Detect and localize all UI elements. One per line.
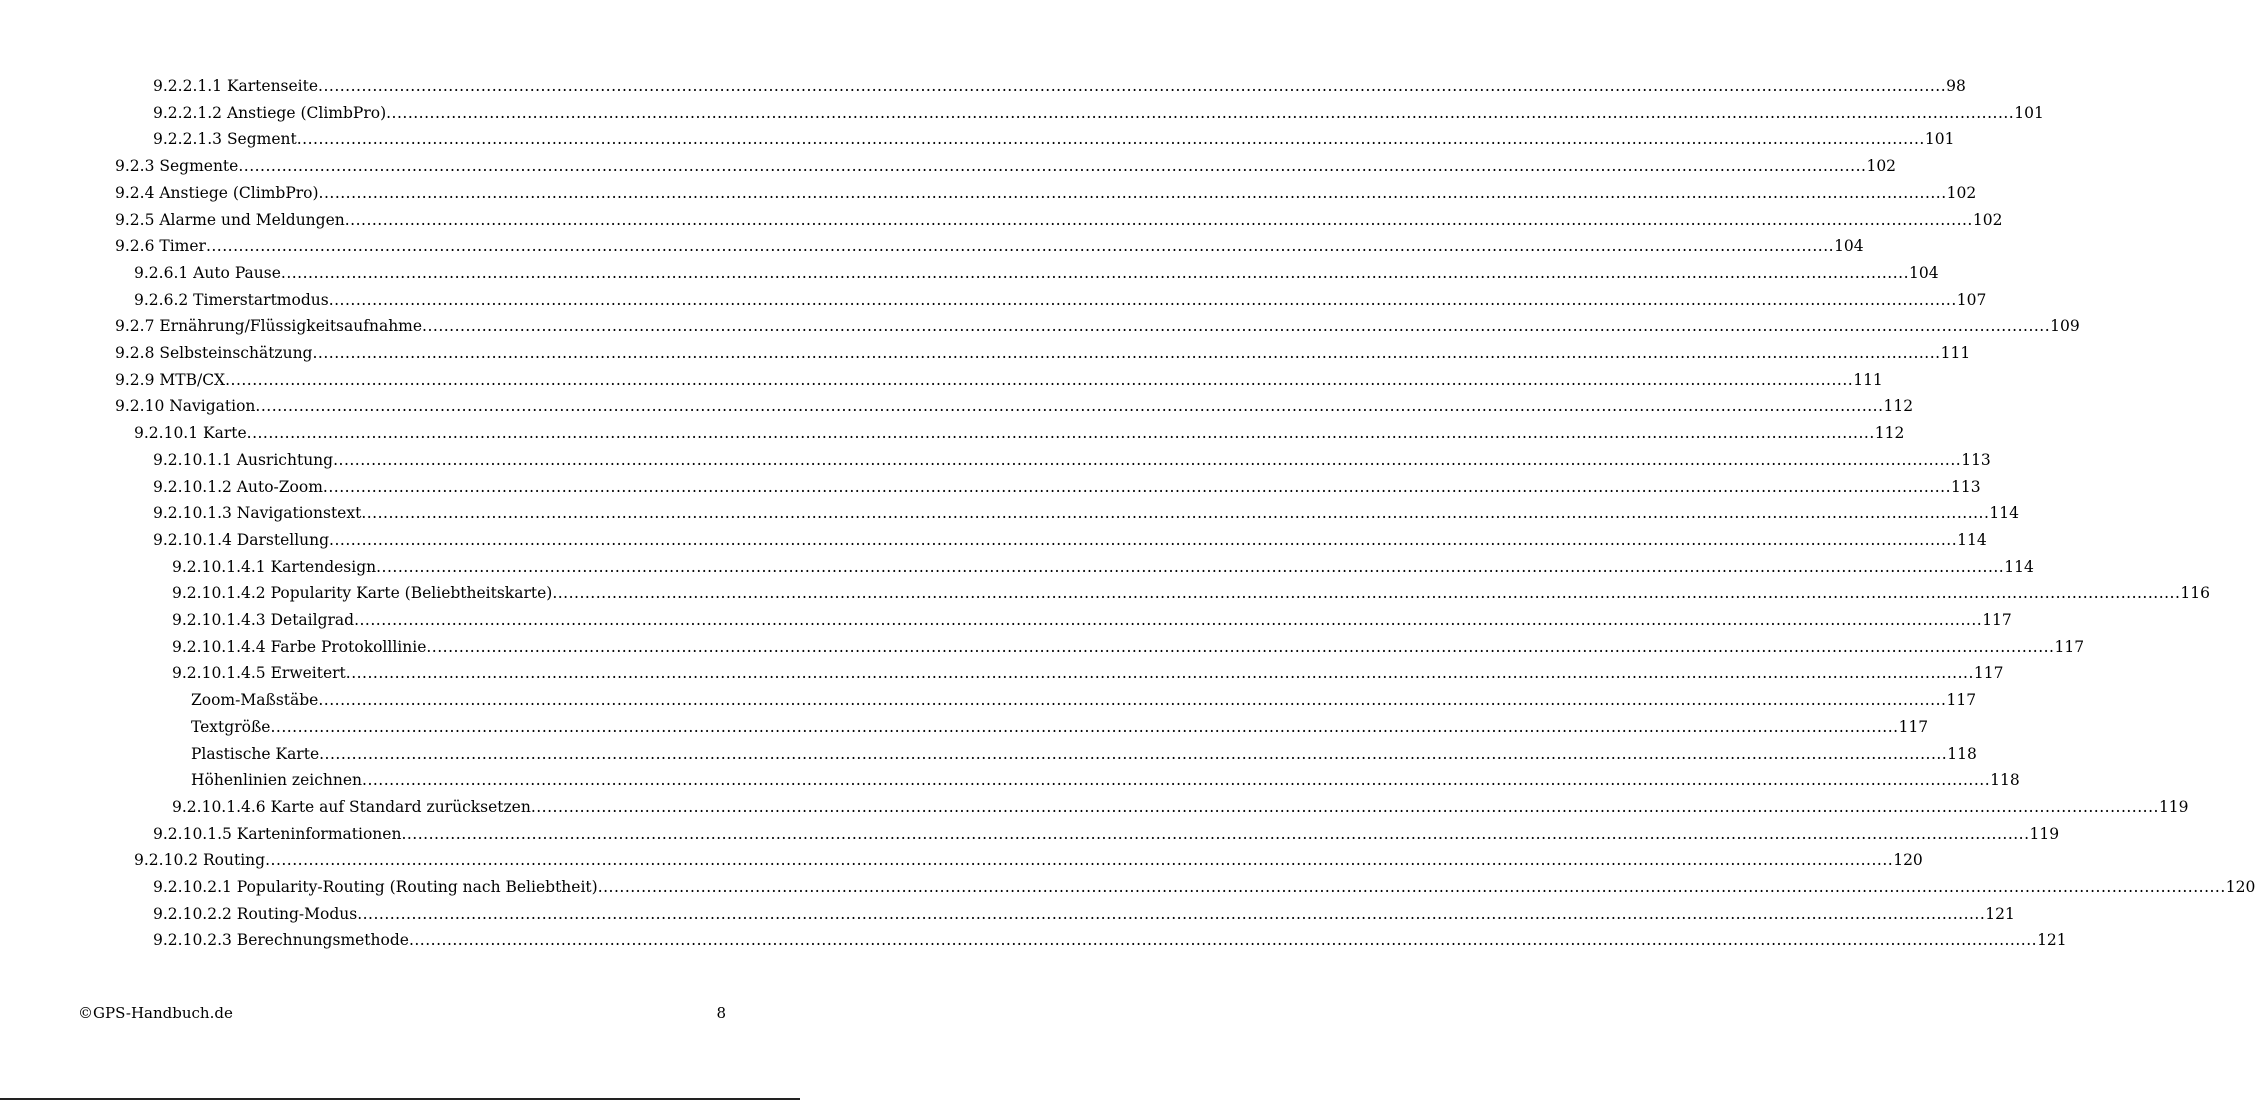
toc-entry — [172, 580, 2211, 606]
toc-entry-page: 114 — [1989, 500, 2019, 526]
toc-entry-title: 9.2.10.1.3 Navigationstext — [153, 504, 362, 522]
toc-entry — [134, 420, 1905, 446]
toc-entry — [134, 847, 1923, 873]
page-footer — [78, 1004, 726, 1026]
toc-entry-page: 120 — [1893, 847, 1923, 873]
toc-dot-leader: ............................................................................................................................................................................................................................................................................................................ — [552, 584, 2181, 602]
toc-entry — [172, 634, 2085, 660]
toc-entry-title: 9.2.3 Segmente — [115, 157, 239, 175]
toc-entry-page: 102 — [1973, 207, 2003, 233]
toc-entry-page: 117 — [1974, 660, 2004, 686]
toc-entry — [153, 474, 1981, 500]
toc-entry — [153, 100, 2044, 126]
toc-entry-title: 9.2.7 Ernährung/Flüssigkeitsaufnahme — [115, 317, 423, 335]
toc-entry-page: 113 — [1961, 447, 1991, 473]
toc-entry-title: 9.2.10.1.4.6 Karte auf Standard zurücksetzen — [172, 798, 531, 816]
toc-dot-leader: ............................................................................................................................................................................................................................................................................................................ — [322, 478, 1952, 496]
toc-entry — [134, 287, 1987, 313]
toc-entry-page: 116 — [2180, 580, 2210, 606]
toc-entry-title: 9.2.10.1.4 Darstellung — [153, 531, 330, 549]
toc-dot-leader: ............................................................................................................................................................................................................................................................................................................ — [362, 771, 1991, 789]
toc-entry-page: 119 — [2030, 821, 2060, 847]
toc-entry-title: 9.2.6.2 Timerstartmodus — [134, 291, 329, 309]
toc-entry-page: 111 — [1941, 340, 1971, 366]
toc-entry-title: 9.2.10.2.3 Berechnungsmethode — [153, 931, 409, 949]
toc-entry-title: 9.2.9 MTB/CX — [115, 371, 226, 389]
toc-dot-leader: ............................................................................................................................................................................................................................................................................................................ — [597, 878, 2226, 896]
toc-dot-leader: ............................................................................................................................................................................................................................................................................................................ — [296, 130, 1925, 148]
toc-entry-title: 9.2.2.1.2 Anstiege (ClimbPro) — [153, 104, 387, 122]
toc-entry — [134, 260, 1939, 286]
toc-entry-title: 9.2.10.1.4.3 Detailgrad — [172, 611, 355, 629]
toc-entry-title: 9.2.10.1.2 Auto-Zoom — [153, 478, 323, 496]
toc-dot-leader: ............................................................................................................................................................................................................................................................................................................ — [238, 157, 1867, 175]
toc-entry-page: 114 — [1957, 527, 1987, 553]
toc-entry — [115, 153, 1897, 179]
toc-dot-leader: ............................................................................................................................................................................................................................................................................................................ — [205, 237, 1835, 255]
toc-entry-page: 112 — [1875, 420, 1905, 446]
toc-entry-title: Plastische Karte — [191, 745, 320, 763]
toc-entry-title: 9.2.2.1.1 Kartenseite — [153, 77, 319, 95]
toc-entry — [153, 126, 1955, 152]
toc-entry — [153, 901, 2015, 927]
toc-entry-page: 104 — [1909, 260, 1939, 286]
toc-dot-leader: ............................................................................................................................................................................................................................................................................................................ — [333, 451, 1962, 469]
toc-dot-leader: ............................................................................................................................................................................................................................................................................................................ — [265, 851, 1894, 869]
toc-entry-page: 111 — [1853, 367, 1883, 393]
toc-dot-leader: ............................................................................................................................................................................................................................................................................................................ — [246, 424, 1875, 442]
toc-dot-leader: ............................................................................................................................................................................................................................................................................................................ — [319, 745, 1948, 763]
toc-entry-page: 119 — [2159, 794, 2189, 820]
toc-entry — [153, 73, 1966, 99]
toc-entry-page: 121 — [1985, 901, 2015, 927]
toc-dot-leader: ............................................................................................................................................................................................................................................................................................................ — [312, 344, 1941, 362]
toc-entry-title: 9.2.8 Selbsteinschätzung — [115, 344, 313, 362]
toc-dot-leader: ............................................................................................................................................................................................................................................................................................................ — [361, 504, 1990, 522]
toc-dot-leader: ............................................................................................................................................................................................................................................................................................................ — [225, 371, 1854, 389]
toc-entry-page: 101 — [2014, 100, 2044, 126]
toc-entry — [115, 313, 2080, 339]
toc-dot-leader: ............................................................................................................................................................................................................................................................................................................ — [329, 531, 1958, 549]
toc-entry-title: 9.2.10.1 Karte — [134, 424, 247, 442]
toc-entry-title: 9.2.4 Anstiege (ClimbPro) — [115, 184, 319, 202]
toc-entry — [191, 687, 1977, 713]
toc-dot-leader: ............................................................................................................................................................................................................................................................................................................ — [401, 825, 2030, 843]
toc-entry-title: 9.2.10.1.4.5 Erweitert — [172, 664, 346, 682]
toc-entry-page: 112 — [1884, 393, 1914, 419]
toc-entry — [153, 527, 1987, 553]
toc-dot-leader: ............................................................................................................................................................................................................................................................................................................ — [270, 718, 1899, 736]
toc-entry-page: 121 — [2037, 927, 2067, 953]
toc-entry — [191, 741, 1977, 767]
toc-entry — [115, 207, 2003, 233]
toc-entry-page: 109 — [2050, 313, 2080, 339]
toc-dot-leader: ............................................................................................................................................................................................................................................................................................................ — [318, 77, 1947, 95]
toc-entry — [153, 500, 2020, 526]
toc-entry-page: 102 — [1947, 180, 1977, 206]
toc-dot-leader: ............................................................................................................................................................................................................................................................................................................ — [354, 611, 1983, 629]
toc-entry-page: 104 — [1834, 233, 1864, 259]
toc-dot-leader: ............................................................................................................................................................................................................................................................................................................ — [318, 691, 1947, 709]
toc-entry-title: Textgröße — [191, 718, 271, 736]
toc-entry-title: 9.2.10.1.1 Ausrichtung — [153, 451, 334, 469]
toc-entry — [172, 660, 2004, 686]
toc-dot-leader: ............................................................................................................................................................................................................................................................................................................ — [328, 291, 1957, 309]
toc-dot-leader: ............................................................................................................................................................................................................................................................................................................ — [376, 558, 2005, 576]
toc-entry — [172, 607, 2012, 633]
toc-entry-title: 9.2.10.1.5 Karteninformationen — [153, 825, 402, 843]
toc-dot-leader: ............................................................................................................................................................................................................................................................................................................ — [280, 264, 1910, 282]
toc-entry — [172, 794, 2189, 820]
toc-entry-page: 117 — [1899, 714, 1929, 740]
toc-entry — [115, 233, 1864, 259]
toc-entry-title: 9.2.10.2.2 Routing-Modus — [153, 905, 358, 923]
toc-entry — [153, 874, 2255, 900]
toc-entry-page: 118 — [1947, 741, 1977, 767]
footer-copyright: ©GPS-Handbuch.de — [78, 1004, 233, 1022]
toc-entry-title: 9.2.10.1.4.1 Kartendesign — [172, 558, 377, 576]
toc-entry — [191, 714, 1929, 740]
toc-entry-page: 102 — [1866, 153, 1896, 179]
toc-entry — [115, 180, 1977, 206]
toc-entry-page: 117 — [2054, 634, 2084, 660]
toc-entry-title: 9.2.10 Navigation — [115, 397, 256, 415]
toc-entry-page: 98 — [1946, 73, 1966, 99]
toc-entry-title: Zoom-Maßstäbe — [191, 691, 319, 709]
toc-dot-leader: ............................................................................................................................................................................................................................................................................................................ — [344, 211, 1973, 229]
toc-dot-leader: ............................................................................................................................................................................................................................................................................................................ — [422, 317, 2051, 335]
toc-dot-leader: ............................................................................................................................................................................................................................................................................................................ — [357, 905, 1986, 923]
toc-dot-leader: ............................................................................................................................................................................................................................................................................................................ — [318, 184, 1947, 202]
toc-entry-title: 9.2.6.1 Auto Pause — [134, 264, 281, 282]
toc-entry-page: 117 — [1982, 607, 2012, 633]
toc-entry-page: 113 — [1951, 474, 1981, 500]
toc-entry — [115, 393, 1914, 419]
toc-entry-page: 114 — [2004, 554, 2034, 580]
toc-entry-title: 9.2.6 Timer — [115, 237, 206, 255]
toc-entry-title: 9.2.5 Alarme und Meldungen — [115, 211, 345, 229]
toc-dot-leader: ............................................................................................................................................................................................................................................................................................................ — [255, 397, 1884, 415]
toc-entry-page: 120 — [2226, 874, 2255, 900]
toc-entry-title: Höhenlinien zeichnen — [191, 771, 363, 789]
toc-entry — [115, 367, 1883, 393]
toc-entry-page: 101 — [1925, 126, 1955, 152]
toc-dot-leader: ............................................................................................................................................................................................................................................................................................................ — [530, 798, 2159, 816]
toc-entry-title: 9.2.10.1.4.4 Farbe Protokolllinie — [172, 638, 427, 656]
toc-entry — [153, 447, 1991, 473]
toc-dot-leader: ............................................................................................................................................................................................................................................................................................................ — [386, 104, 2015, 122]
toc-entry — [191, 767, 2020, 793]
toc-entry — [172, 554, 2034, 580]
toc-dot-leader: ............................................................................................................................................................................................................................................................................................................ — [426, 638, 2055, 656]
toc-entry — [153, 927, 2067, 953]
toc-entry-page: 107 — [1957, 287, 1987, 313]
toc-dot-leader: ............................................................................................................................................................................................................................................................................................................ — [345, 664, 1974, 682]
toc-entry-title: 9.2.10.2.1 Popularity-Routing (Routing nach Beliebtheit) — [153, 878, 598, 896]
toc-entry-page: 117 — [1946, 687, 1976, 713]
toc-entry-title: 9.2.2.1.3 Segment — [153, 130, 297, 148]
toc-entry-title: 9.2.10.2 Routing — [134, 851, 266, 869]
footer-page-number: 8 — [716, 1004, 726, 1022]
toc-dot-leader: ............................................................................................................................................................................................................................................................................................................ — [408, 931, 2038, 949]
toc-entry — [153, 821, 2060, 847]
toc-entry-page: 118 — [1990, 767, 2020, 793]
toc-entry-title: 9.2.10.1.4.2 Popularity Karte (Beliebtheitskarte) — [172, 584, 553, 602]
toc-entry — [115, 340, 1971, 366]
